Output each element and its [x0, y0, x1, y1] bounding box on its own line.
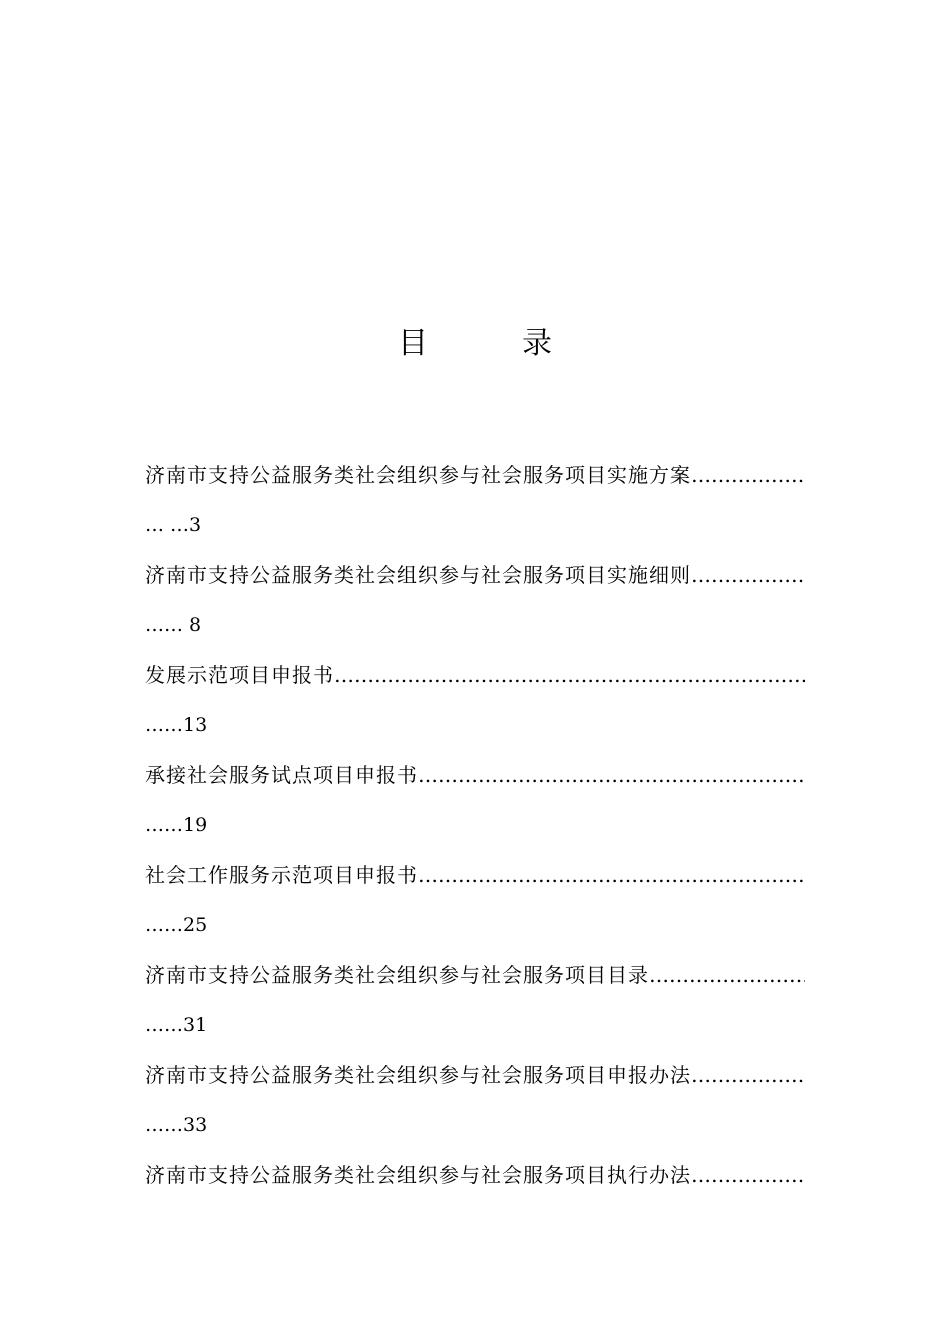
toc-entry-page: … …3 — [145, 514, 202, 536]
toc-entry-page: ……13 — [145, 714, 208, 736]
toc-entry-line — [145, 451, 805, 499]
page-title: 目 录 — [398, 326, 584, 361]
toc-entry-line — [145, 1051, 805, 1099]
toc-entry[interactable] — [145, 651, 805, 751]
toc-entry[interactable] — [145, 751, 805, 851]
toc-entry[interactable] — [145, 1051, 805, 1151]
toc-entry-title[interactable]: 济南市支持公益服务类社会组织参与社会服务项目目录 — [145, 963, 649, 987]
toc-entry-title[interactable]: 济南市支持公益服务类社会组织参与社会服务项目申报办法 — [145, 1063, 691, 1087]
toc-entry-page: ……25 — [145, 914, 208, 936]
toc-entry[interactable] — [145, 551, 805, 651]
toc-entry-title[interactable]: 济南市支持公益服务类社会组织参与社会服务项目实施方案 — [145, 463, 691, 487]
toc-dot-leader — [691, 451, 805, 499]
toc-entry[interactable] — [145, 951, 805, 1051]
toc-entry-line — [145, 551, 805, 599]
toc-entry-page: ……31 — [145, 1014, 208, 1036]
toc-entry[interactable] — [145, 1151, 805, 1251]
toc-entry-page: …… 8 — [145, 614, 202, 636]
toc-entry-line — [145, 1151, 805, 1199]
toc-dot-leader — [334, 651, 805, 699]
toc-entry-title[interactable]: 承接社会服务试点项目申报书 — [145, 763, 418, 787]
toc-entry-line — [145, 751, 805, 799]
toc-entry-page: ……19 — [145, 814, 208, 836]
toc-entry-title[interactable]: 社会工作服务示范项目申报书 — [145, 863, 418, 887]
toc-entry[interactable] — [145, 451, 805, 551]
toc-entry-title[interactable]: 济南市支持公益服务类社会组织参与社会服务项目实施细则 — [145, 563, 691, 587]
toc-dot-leader — [691, 1051, 805, 1099]
toc-dot-leader — [691, 551, 805, 599]
table-of-contents — [145, 451, 805, 1251]
toc-entry[interactable] — [145, 851, 805, 951]
toc-entry-title[interactable]: 发展示范项目申报书 — [145, 663, 334, 687]
toc-dot-leader — [418, 751, 805, 799]
toc-entry-line — [145, 951, 805, 999]
toc-dot-leader — [691, 1151, 805, 1199]
toc-dot-leader — [418, 851, 805, 899]
toc-entry-line — [145, 651, 805, 699]
toc-dot-leader — [649, 951, 805, 999]
toc-entry-line — [145, 851, 805, 899]
toc-entry-title[interactable]: 济南市支持公益服务类社会组织参与社会服务项目执行办法 — [145, 1163, 691, 1187]
toc-entry-page: ……33 — [145, 1114, 208, 1136]
